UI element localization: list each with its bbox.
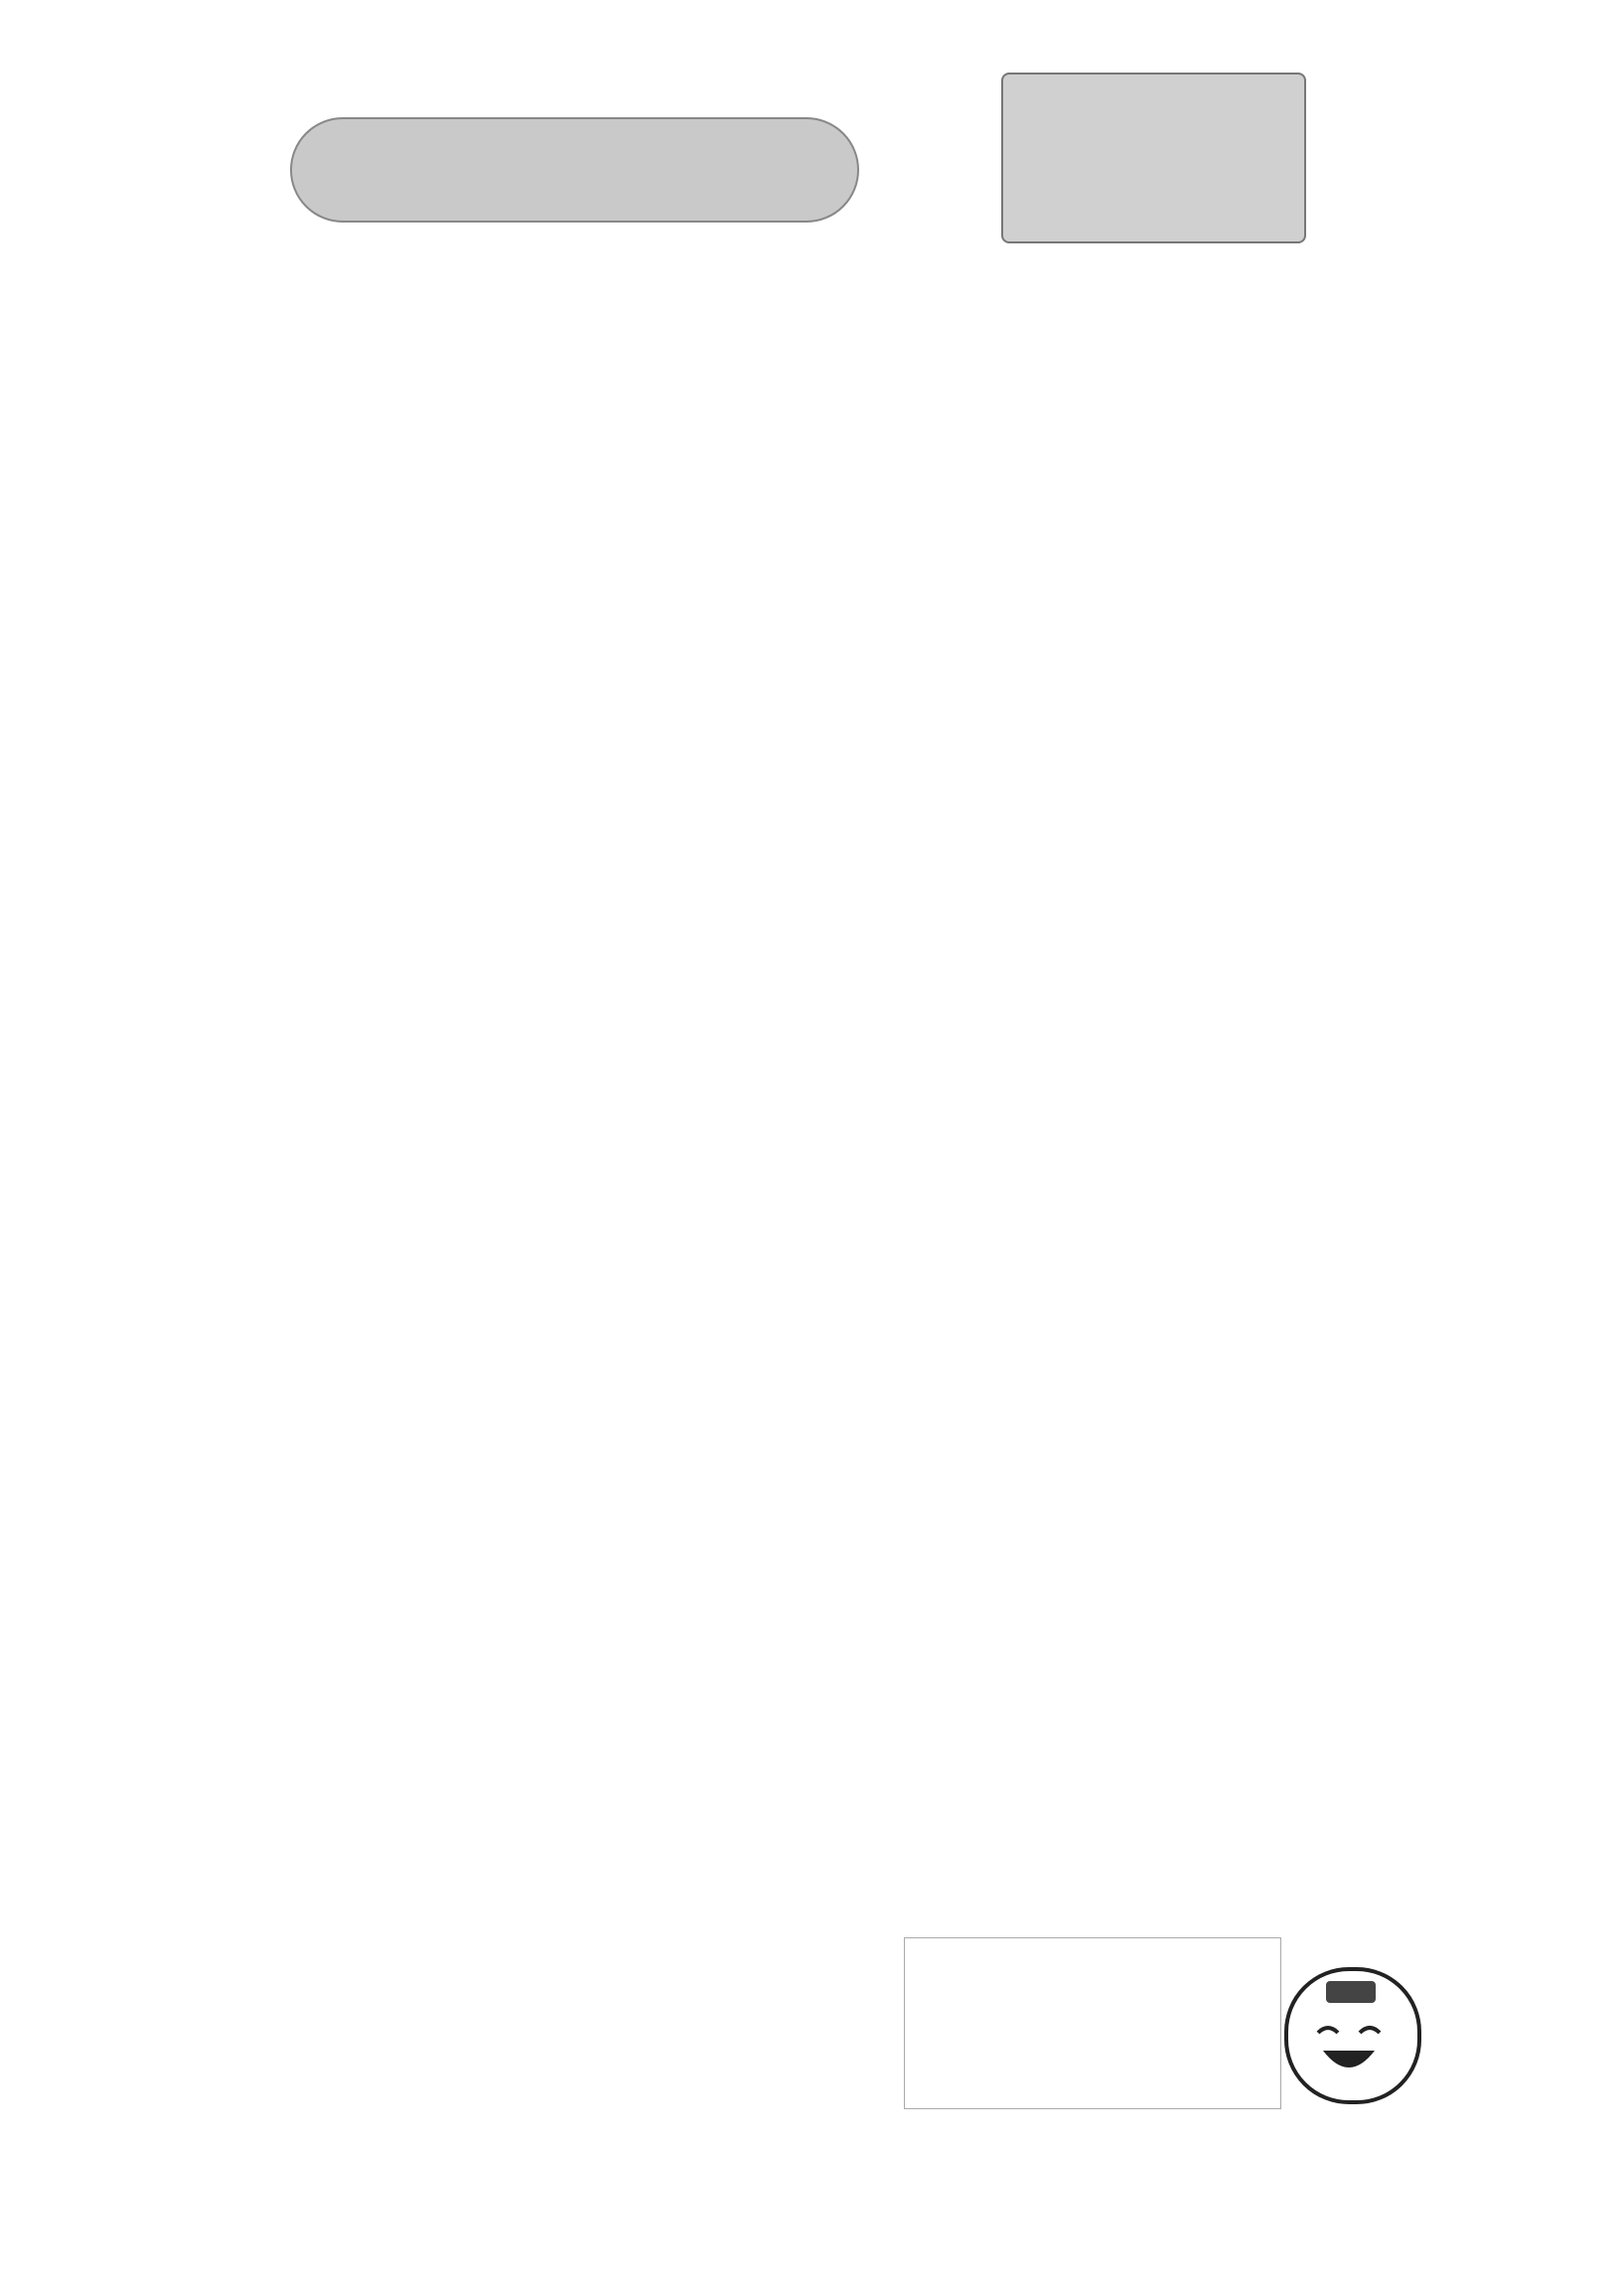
mascot-face bbox=[1284, 1967, 1421, 2104]
ad-box bbox=[904, 1937, 1281, 2109]
smile-icon bbox=[1288, 1971, 1409, 2092]
title-pill bbox=[290, 117, 859, 223]
slogan bbox=[460, 1052, 1374, 1112]
materials-box bbox=[1001, 73, 1306, 243]
materials-label bbox=[1007, 80, 1041, 237]
